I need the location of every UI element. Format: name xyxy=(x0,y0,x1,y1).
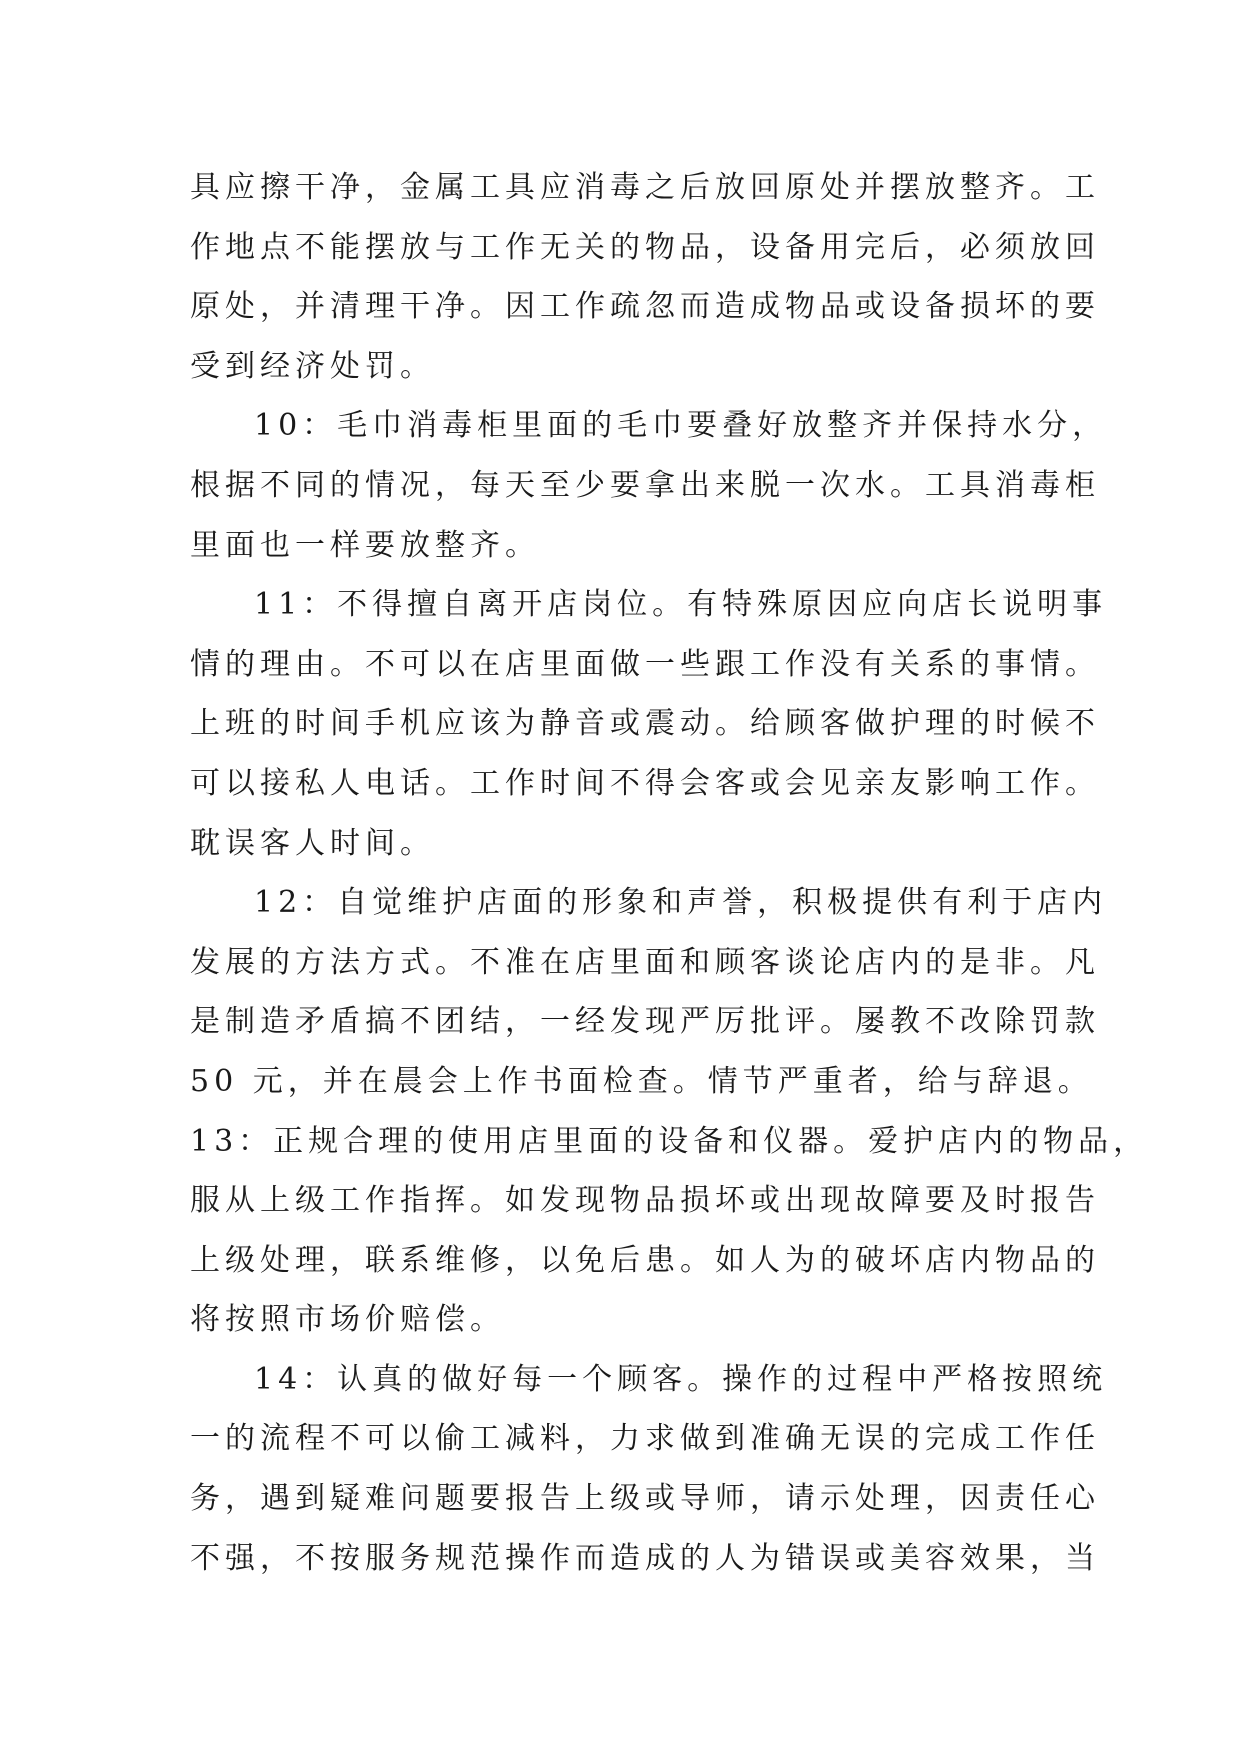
text-line: 里面也一样要放整齐。 xyxy=(190,527,540,563)
text-line: 服从上级工作指挥。如发现物品损坏或出现故障要及时报告 xyxy=(190,1183,1100,1219)
body-text xyxy=(190,158,1149,1588)
text-line: 11：不得擅自离开店岗位。有特殊原因应向店长说明事 xyxy=(254,587,1108,623)
text-line: 将按照市场价赔偿。 xyxy=(190,1302,505,1338)
text-line: 10：毛巾消毒柜里面的毛巾要叠好放整齐并保持水分， xyxy=(254,408,1108,444)
text-line: 上级处理，联系维修，以免后患。如人为的破坏店内物品的 xyxy=(190,1242,1100,1278)
text-line: 情的理由。不可以在店里面做一些跟工作没有关系的事情。 xyxy=(190,646,1100,682)
text-line: 可以接私人电话。工作时间不得会客或会见亲友影响工作。 xyxy=(190,765,1100,801)
text-line: 14：认真的做好每一个顾客。操作的过程中严格按照统 xyxy=(254,1361,1108,1397)
text-line: 50 元，并在晨会上作书面检查。情节严重者，给与辞退。 xyxy=(190,1063,1093,1099)
text-line: 耽误客人时间。 xyxy=(190,825,435,861)
text-line: 发展的方法方式。不准在店里面和顾客谈论店内的是非。凡 xyxy=(190,944,1100,980)
text-line: 上班的时间手机应该为静音或震动。给顾客做护理的时候不 xyxy=(190,706,1100,742)
text-line: 不强，不按服务规范操作而造成的人为错误或美容效果，当 xyxy=(190,1540,1100,1576)
text-line: 务，遇到疑难问题要报告上级或导师，请示处理，因责任心 xyxy=(190,1481,1100,1517)
text-line: 根据不同的情况，每天至少要拿出来脱一次水。工具消毒柜 xyxy=(190,467,1100,503)
text-line: 一的流程不可以偷工减料，力求做到准确无误的完成工作任 xyxy=(190,1421,1100,1457)
text-line: 13：正规合理的使用店里面的设备和仪器。爱护店内的物品， xyxy=(190,1123,1149,1159)
text-line: 受到经济处罚。 xyxy=(190,348,435,384)
text-line: 原处，并清理干净。因工作疏忽而造成物品或设备损坏的要 xyxy=(190,289,1100,325)
text-line: 是制造矛盾搞不团结，一经发现严厉批评。屡教不改除罚款 xyxy=(190,1004,1100,1040)
text-line: 具应擦干净，金属工具应消毒之后放回原处并摆放整齐。工 xyxy=(190,170,1100,205)
text-line: 作地点不能摆放与工作无关的物品，设备用完后，必须放回 xyxy=(190,229,1100,265)
text-line: 12：自觉维护店面的形象和声誉，积极提供有利于店内 xyxy=(254,885,1108,921)
